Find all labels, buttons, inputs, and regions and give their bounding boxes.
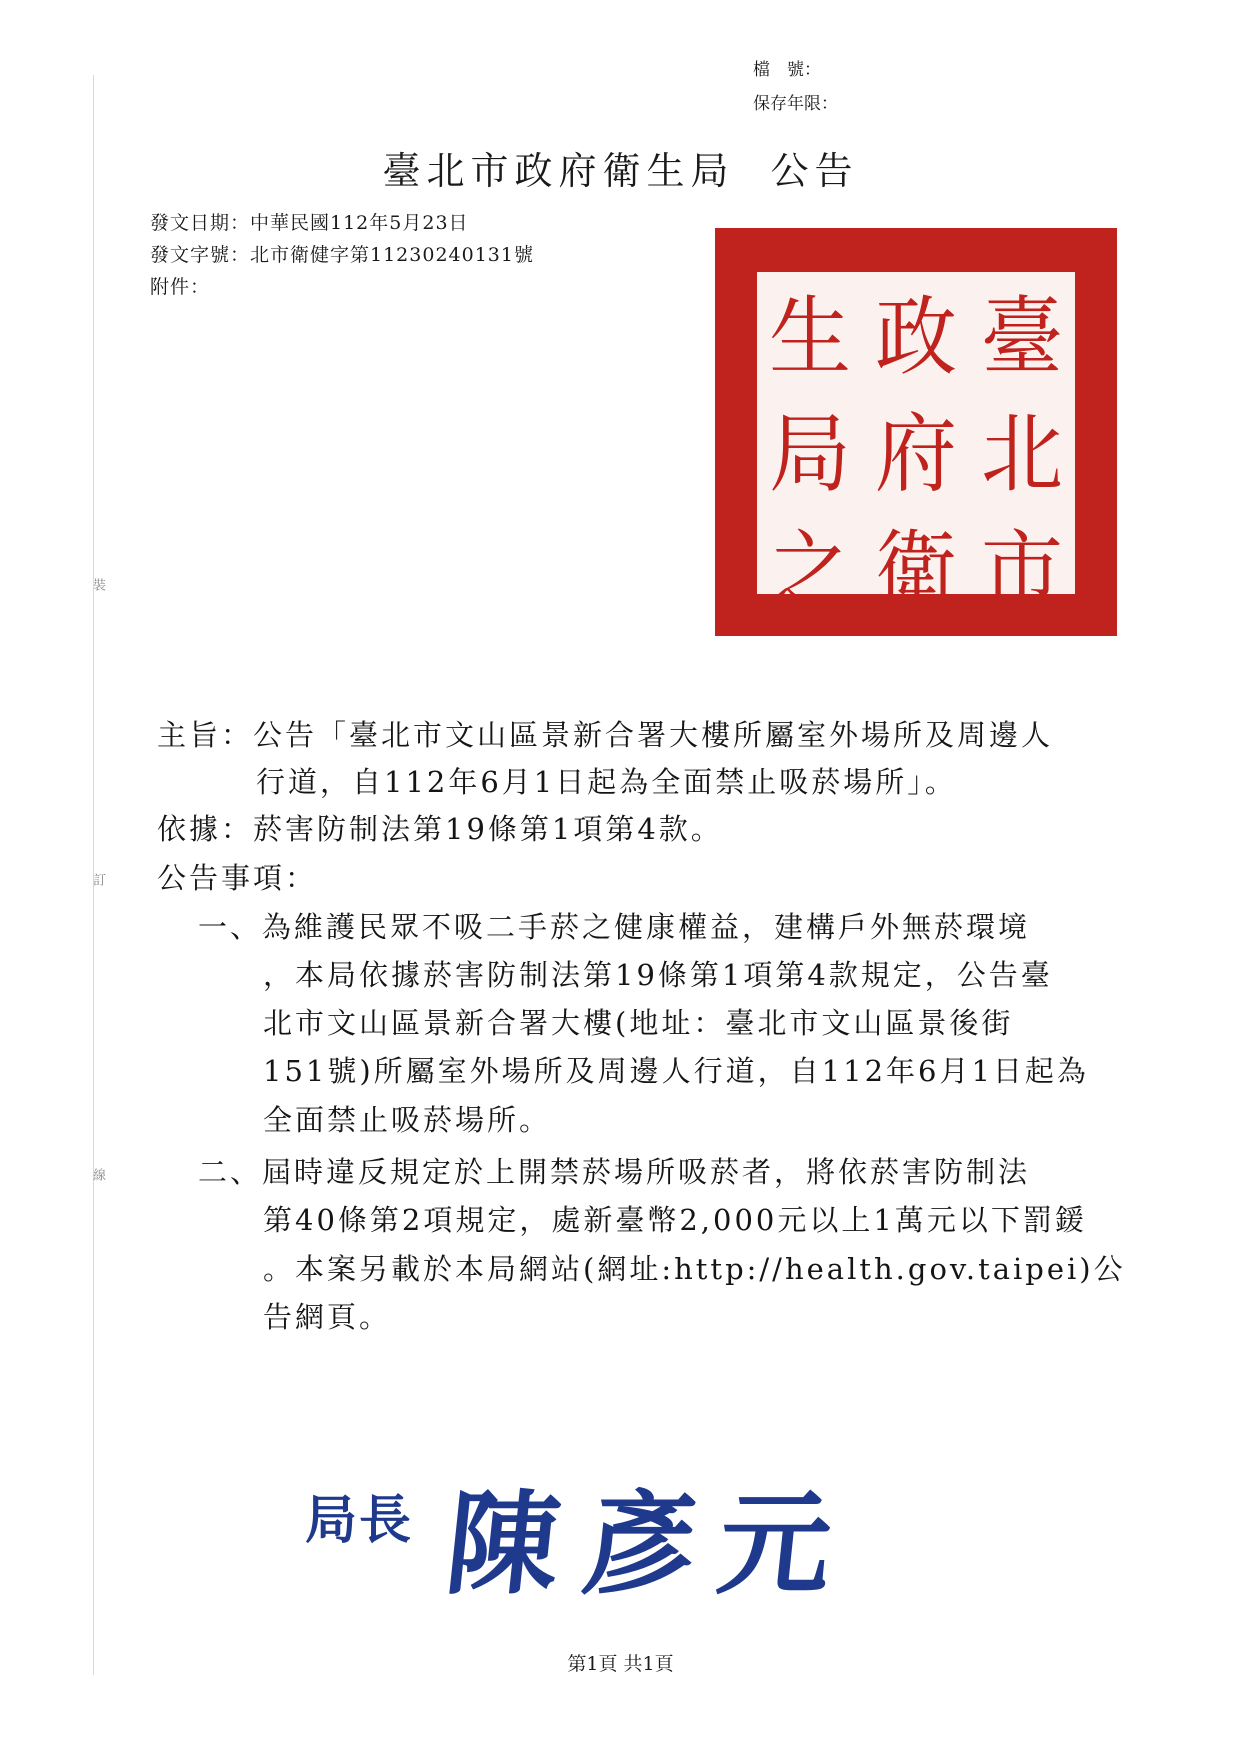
document-title <box>0 140 1241 195</box>
item1-line: 北市文山區景新合署大樓(地址：臺北市文山區景後街 <box>263 1006 1014 1040</box>
seal-char: 北 <box>980 404 1063 505</box>
page-footer: 第1頁 共1頁 <box>567 1653 674 1675</box>
subject-line-1: 主旨：公告「臺北市文山區景新合署大樓所屬室外場所及周邊人 <box>157 718 1054 752</box>
issue-date: 發文日期：中華民國112年5月23日 <box>150 212 469 234</box>
file-number-label: 檔 號： <box>753 60 821 80</box>
item2-line: 告網頁。 <box>263 1300 392 1334</box>
item1-line: ，本局依據菸害防制法第19條第1項第4款規定，公告臺 <box>263 958 1053 992</box>
binding-mark-line: 線 <box>90 1168 105 1181</box>
seal-char: 衛 <box>874 521 957 622</box>
attachment-label: 附件： <box>150 276 211 298</box>
item2-line: 。本案另載於本局網站(網址:http://health.gov.taipei)公 <box>263 1252 1126 1286</box>
items-heading: 公告事項： <box>157 861 318 895</box>
seal-inscription <box>757 272 1075 622</box>
item1-line: 一、為維護民眾不吸二手菸之健康權益，建構戶外無菸環境 <box>198 910 1031 944</box>
issue-number: 發文字號：北市衛健字第11230240131號 <box>150 244 534 266</box>
seal-char: 府 <box>874 404 957 505</box>
seal-char: 政 <box>874 287 957 388</box>
retention-period-label: 保存年限： <box>753 94 838 114</box>
seal-char: 之 <box>768 521 851 622</box>
seal-char: 市 <box>980 521 1063 622</box>
item1-line: 151號)所屬室外場所及周邊人行道，自112年6月1日起為 <box>263 1054 1089 1088</box>
seal-char: 臺 <box>980 287 1063 388</box>
seal-char: 局 <box>768 404 851 505</box>
signature-title: 局長 <box>305 1491 414 1551</box>
subject-line-2: 行道，自112年6月1日起為全面禁止吸菸場所」。 <box>256 765 957 799</box>
binding-mark-staple: 訂 <box>90 873 105 886</box>
official-seal <box>715 228 1117 636</box>
basis-line: 依據：菸害防制法第19條第1項第4款。 <box>157 812 723 846</box>
title-type: 公告 <box>770 149 859 193</box>
item2-line: 二、屆時違反規定於上開禁菸場所吸菸者，將依菸害防制法 <box>198 1155 1031 1189</box>
binding-mark-bind: 裝 <box>90 578 105 591</box>
item1-line: 全面禁止吸菸場所。 <box>263 1103 552 1137</box>
seal-char: 生 <box>768 287 851 388</box>
title-organization: 臺北市政府衛生局 <box>382 149 735 193</box>
item2-line: 第40條第2項規定，處新臺幣2,000元以上1萬元以下罰鍰 <box>263 1203 1087 1237</box>
signature-name: 陳彥元 <box>440 1480 862 1610</box>
